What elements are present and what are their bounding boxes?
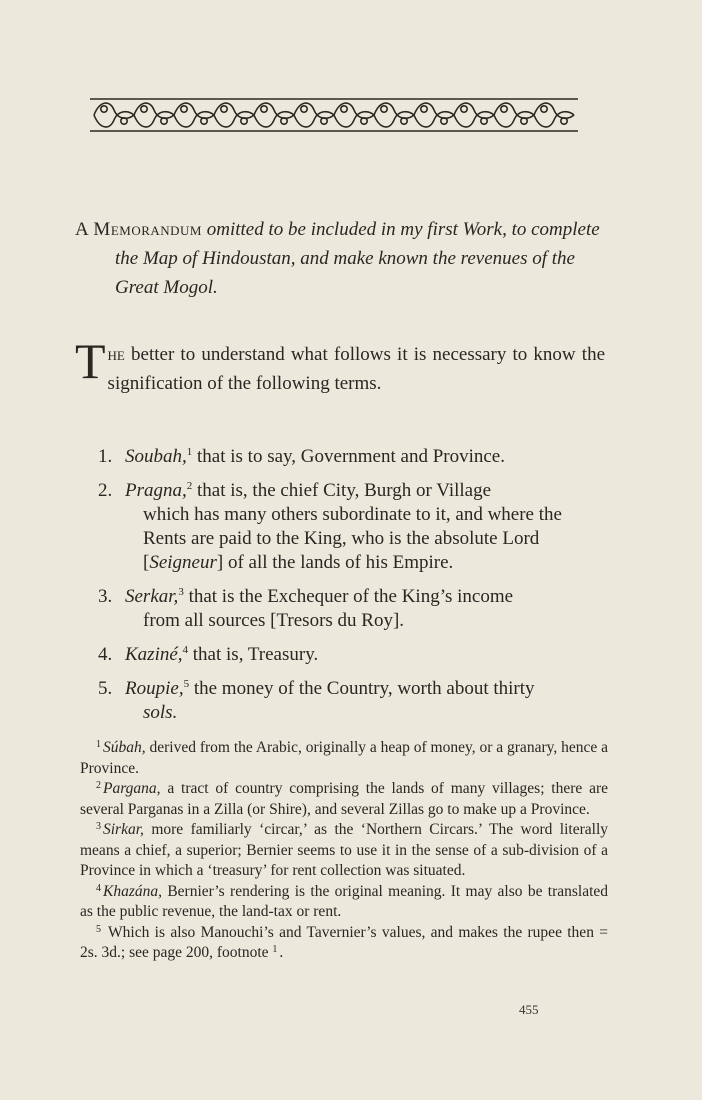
term-item — [100, 585, 605, 633]
footnote-term: Sirkar, — [103, 821, 144, 838]
footnote-term: Khazána, — [103, 882, 162, 900]
footnote-term: Súbah, — [103, 739, 146, 756]
ornament-scroll — [334, 112, 374, 127]
drop-cap: T — [75, 333, 106, 389]
term-number: 5. — [98, 678, 113, 699]
ornament-scroll — [534, 103, 574, 118]
term-number: 2. — [98, 480, 113, 501]
ornament-bud — [221, 106, 227, 112]
ornament-scroll — [494, 112, 534, 127]
footnote-number: 1 — [96, 739, 101, 750]
term-word: Soubah, — [125, 446, 187, 467]
ornament-scroll — [414, 103, 454, 118]
ornament-scroll — [214, 103, 254, 118]
intro-text: better to understand what follows it is necessary to know the signification of the following terms. — [107, 344, 605, 394]
intro-first-word: he — [107, 344, 125, 365]
ornament-scroll — [414, 112, 454, 127]
term-cont-em: sols. — [143, 702, 178, 723]
term-number: 1. — [98, 446, 113, 467]
term-text: that is, Treasury. — [192, 644, 319, 665]
ornament-bud — [341, 106, 347, 112]
ornament-bud — [181, 106, 187, 112]
term-cont-pre: from all sources [Tresors du Roy]. — [143, 610, 405, 631]
footnote-number: 3 — [96, 821, 101, 832]
ornament-scroll — [94, 103, 134, 118]
footnote-ref: 4 — [182, 644, 189, 656]
ornament-scroll — [374, 112, 414, 127]
term-word: Serkar, — [125, 586, 179, 607]
memorandum-label: A Memorandum — [75, 219, 202, 240]
footnote — [80, 820, 608, 882]
footnote-text: more familiarly ‘circar,’ as the ‘Northern Circars.’ The word literally means a chief, a superior; Bernier seems to use it in the sense of a sub-division of a Province in which a ‘treasury’ for rent collection was situated. — [80, 821, 608, 879]
ornament-scroll — [134, 112, 174, 127]
term-text: that is the Exchequer of the King’s income — [188, 586, 514, 607]
term-cont-pre: which has many others subordinate to it, and where the Rents are paid to the King, who is the absolute Lord [ — [143, 504, 562, 573]
memorandum-heading — [75, 215, 605, 302]
footnote-text: derived from the Arabic, originally a heap of money, or a granary, hence a Province. — [80, 739, 608, 777]
footnote-text: a tract of country comprising the lands of many villages; there are several Parganas in a Zilla (or Shire), and several Zillas go to make up a Province. — [80, 780, 609, 818]
footnote-ref: 2 — [186, 480, 193, 492]
ornament-scroll — [174, 112, 214, 127]
ornament-scroll — [94, 112, 134, 127]
ornament-scroll — [294, 112, 334, 127]
ornament-bud — [541, 106, 547, 112]
term-cont-em: Seigneur — [149, 552, 217, 573]
footnote-tail: . — [279, 944, 284, 961]
ornament-scroll — [334, 103, 374, 118]
ornament-scroll — [454, 103, 494, 118]
intro-paragraph — [75, 333, 605, 398]
footnote-ref: 1 — [186, 446, 193, 458]
ornament-scroll — [214, 112, 254, 127]
term-text: that is, the chief City, Burgh or Village — [197, 480, 492, 501]
floral-ornament-icon — [90, 98, 578, 132]
term-word: Pragna, — [125, 480, 187, 501]
ornament-bud — [421, 106, 427, 112]
footnote — [80, 779, 608, 820]
ornament-scroll — [174, 103, 214, 118]
ornament-bud — [141, 106, 147, 112]
term-item — [100, 677, 605, 725]
footnote — [80, 738, 608, 779]
ornament-scroll — [134, 103, 174, 118]
term-text: the money of the Country, worth about thirty — [193, 678, 535, 699]
footnote-ref: 3 — [178, 586, 184, 598]
ornament-scroll — [494, 103, 534, 118]
footnote-number: 4 — [96, 882, 101, 894]
footnote-number: 5 — [96, 923, 101, 935]
ornament-bud — [261, 106, 267, 112]
footnote — [80, 923, 608, 964]
ornament-scroll — [294, 103, 334, 118]
footnote-text: Bernier’s rendering is the original meaning. It may also be translated as the public revenue, the land-tax or rent. — [80, 882, 609, 920]
footnote-ref: 5 — [183, 678, 190, 690]
ornament-bud — [501, 106, 507, 112]
term-number: 3. — [98, 586, 113, 607]
term-continuation — [125, 503, 605, 575]
term-item — [100, 445, 605, 469]
ornament-scroll — [534, 112, 574, 127]
ornament-scroll — [374, 103, 414, 118]
memorandum-line-1: omitted to be included in my first Work, to — [206, 219, 527, 240]
memorandum-line-3: revenues of the Great Mogol. — [115, 248, 575, 298]
ornament-bud — [101, 106, 107, 112]
footnote-text: Which is also Manouchi’s and Tavernier’s values, and makes the rupee then = 2s. 3d.; see page 200, footnote — [80, 923, 608, 961]
term-word: Kaziné, — [125, 644, 183, 665]
ornament-scroll — [254, 103, 294, 118]
ornament-bud — [461, 106, 467, 112]
term-continuation — [125, 609, 605, 633]
term-continuation — [125, 701, 605, 725]
ornament-scroll — [254, 112, 294, 127]
term-text: that is to say, Government and Province. — [197, 446, 505, 467]
footnote-tail-ref: 1 — [272, 944, 278, 955]
ornament-bud — [381, 106, 387, 112]
ornament-bud — [301, 106, 307, 112]
memorandum-line-2: complete the Map of Hindoustan, and make known the — [115, 219, 600, 269]
ornament-scroll — [454, 112, 494, 127]
terms-list — [100, 445, 605, 735]
footnote-number: 2 — [96, 780, 101, 791]
page-number: 455 — [519, 1002, 539, 1017]
term-number: 4. — [98, 644, 113, 665]
term-item — [100, 643, 605, 667]
term-word: Roupie, — [125, 678, 184, 699]
footnotes — [80, 738, 608, 964]
term-cont-post: ] of all the lands of his Empire. — [216, 552, 454, 573]
term-item — [100, 479, 605, 575]
footnote — [80, 882, 608, 923]
footnote-term: Pargana, — [103, 780, 161, 797]
